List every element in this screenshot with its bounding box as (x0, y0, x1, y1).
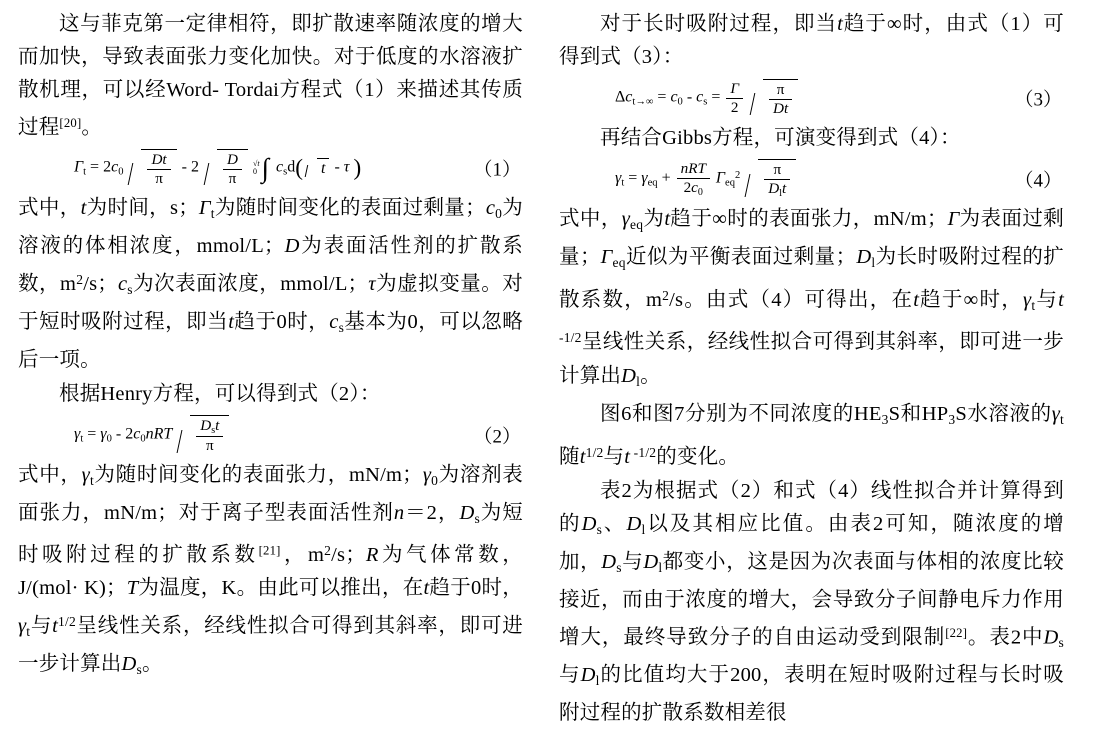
equation-henry (18, 415, 523, 455)
paragraph-figures-6-7: 图6和图7分别为不同浓度的$HE_3S$和$HP_3S$水溶液的$\gamma_t$随$t^{1/2}$与t $^{-1/2}$的变化。 (559, 403, 1065, 469)
equation-long-time (559, 78, 1064, 118)
paragraph-eq4-definitions: 式中，$\gamma_{eq}$为t趋于∞时的表面张力，mN/m；Γ为表面过剩量；$\Gamma_{eq}$近似为平衡表面过剩量；$D_l$为长时吸附过程的扩散系数，$m^2/s$。由式（4）可得出，在t趋于∞时，$\gamma_t$与t $^{-1/2}$呈线性关系，经线性拟合可得到其斜率，即可进一步计算出$D_l$。 (559, 208, 1064, 389)
equation-number-2: （2） (473, 426, 521, 448)
equation-number-1: （1） (473, 159, 521, 181)
paragraph-table-2-discussion: 表2为根据式（2）和式（4）线性拟合并计算得到的$D_s$、$D_l$以及其相应比值。由表2可知，随浓度的增加，$D_s$与$D_l$都变小，这是因为次表面与体相的浓度比较接近，而由于浓度的增大，会导致分子间静电斥力作用增大，最终导致分子的自由运动受到限制[22]。表2中$D_s$与$D_l$的比值均大于200，表明在短时吸附过程与长时吸附过程的扩散系数相差很 (559, 480, 1064, 724)
equation-number-3: （3） (1014, 89, 1062, 111)
equation-number-4: （4） (1014, 170, 1062, 192)
equation-long-time-body: $\Delta c_{t\to\infty} = c_0 - c_s$ = $\frac{\Gamma}{2}$ $\frac{\pi}{Dt}$ (615, 79, 799, 117)
right-column (559, 8, 1065, 724)
paragraph-long-time-intro: 对于长时吸附过程，即当t趋于∞时，由式（1）可得到式（3）： (559, 13, 1064, 68)
paragraph-eq1-definitions: 式中，t为时间，s；$\Gamma_t$为随时间变化的表面过剩量；$c_0$为溶液的体相浓度，mmol/L；D为表面活性剂的扩散系数，$m^2/s$；$c_s$为次表面浓度，mmol/L；τ为虚拟变量。对于短时吸附过程，即当t趋于0时，$c_s$基本为0，可以忽略后一项。 (18, 197, 524, 371)
equation-henry-body: $\gamma_t = \gamma_0 - 2c_0nRT$ $\frac{D_st}{\pi}$ (74, 415, 230, 455)
equation-ward-tordai-body: $\Gamma_t = 2c_0$ $\frac{Dt}{\pi}$ - 2 $\frac{D}{\pi}$ √t 0 ∫ $c_sd$( t - τ ) (74, 151, 362, 187)
paragraph-fick-law: 这与菲克第一定律相符，即扩散速率随浓度的增大而加快，导致表面张力变化加快。对于低度的水溶液扩散机理，可以经Word- Tordai方程式（1）来描述其传质过程[20]。 (18, 13, 523, 139)
paragraph-eq2-definitions: 式中，$\gamma_t$为随时间变化的表面张力，mN/m；$\gamma_0$为溶剂表面张力，mN/m；对于离子型表面活性剂n＝2，$D_s$为短时吸附过程的扩散系数[21]，$m^2/s$；R为气体常数，J/(mol· K)；T为温度，K。由此可以推出，在t趋于0时，$\gamma_t$与$t^{1/2}$呈线性关系，经线性拟合可得到其斜率，即可进一步计算出$D_s$。 (18, 463, 524, 678)
equation-gibbs-body: $\gamma_t = \gamma_{eq}$ + $\frac{\text{nRT}}{2c_0}$ $\Gamma_{eq}^2$ $\frac{\pi}{D_lt}$ (615, 159, 797, 199)
reference-marker-22: [22] (945, 625, 968, 640)
paragraph-henry-intro: 根据Henry方程，可以得到式（2）： (59, 382, 381, 405)
equation-ward-tordai (18, 148, 523, 188)
reference-marker-21: [21] (258, 544, 281, 559)
left-column (18, 8, 523, 709)
reference-marker-20: [20] (59, 116, 82, 130)
paragraph-gibbs-intro: 再结合Gibbs方程，可演变得到式（4）： (600, 127, 961, 149)
equation-gibbs (559, 159, 1064, 199)
